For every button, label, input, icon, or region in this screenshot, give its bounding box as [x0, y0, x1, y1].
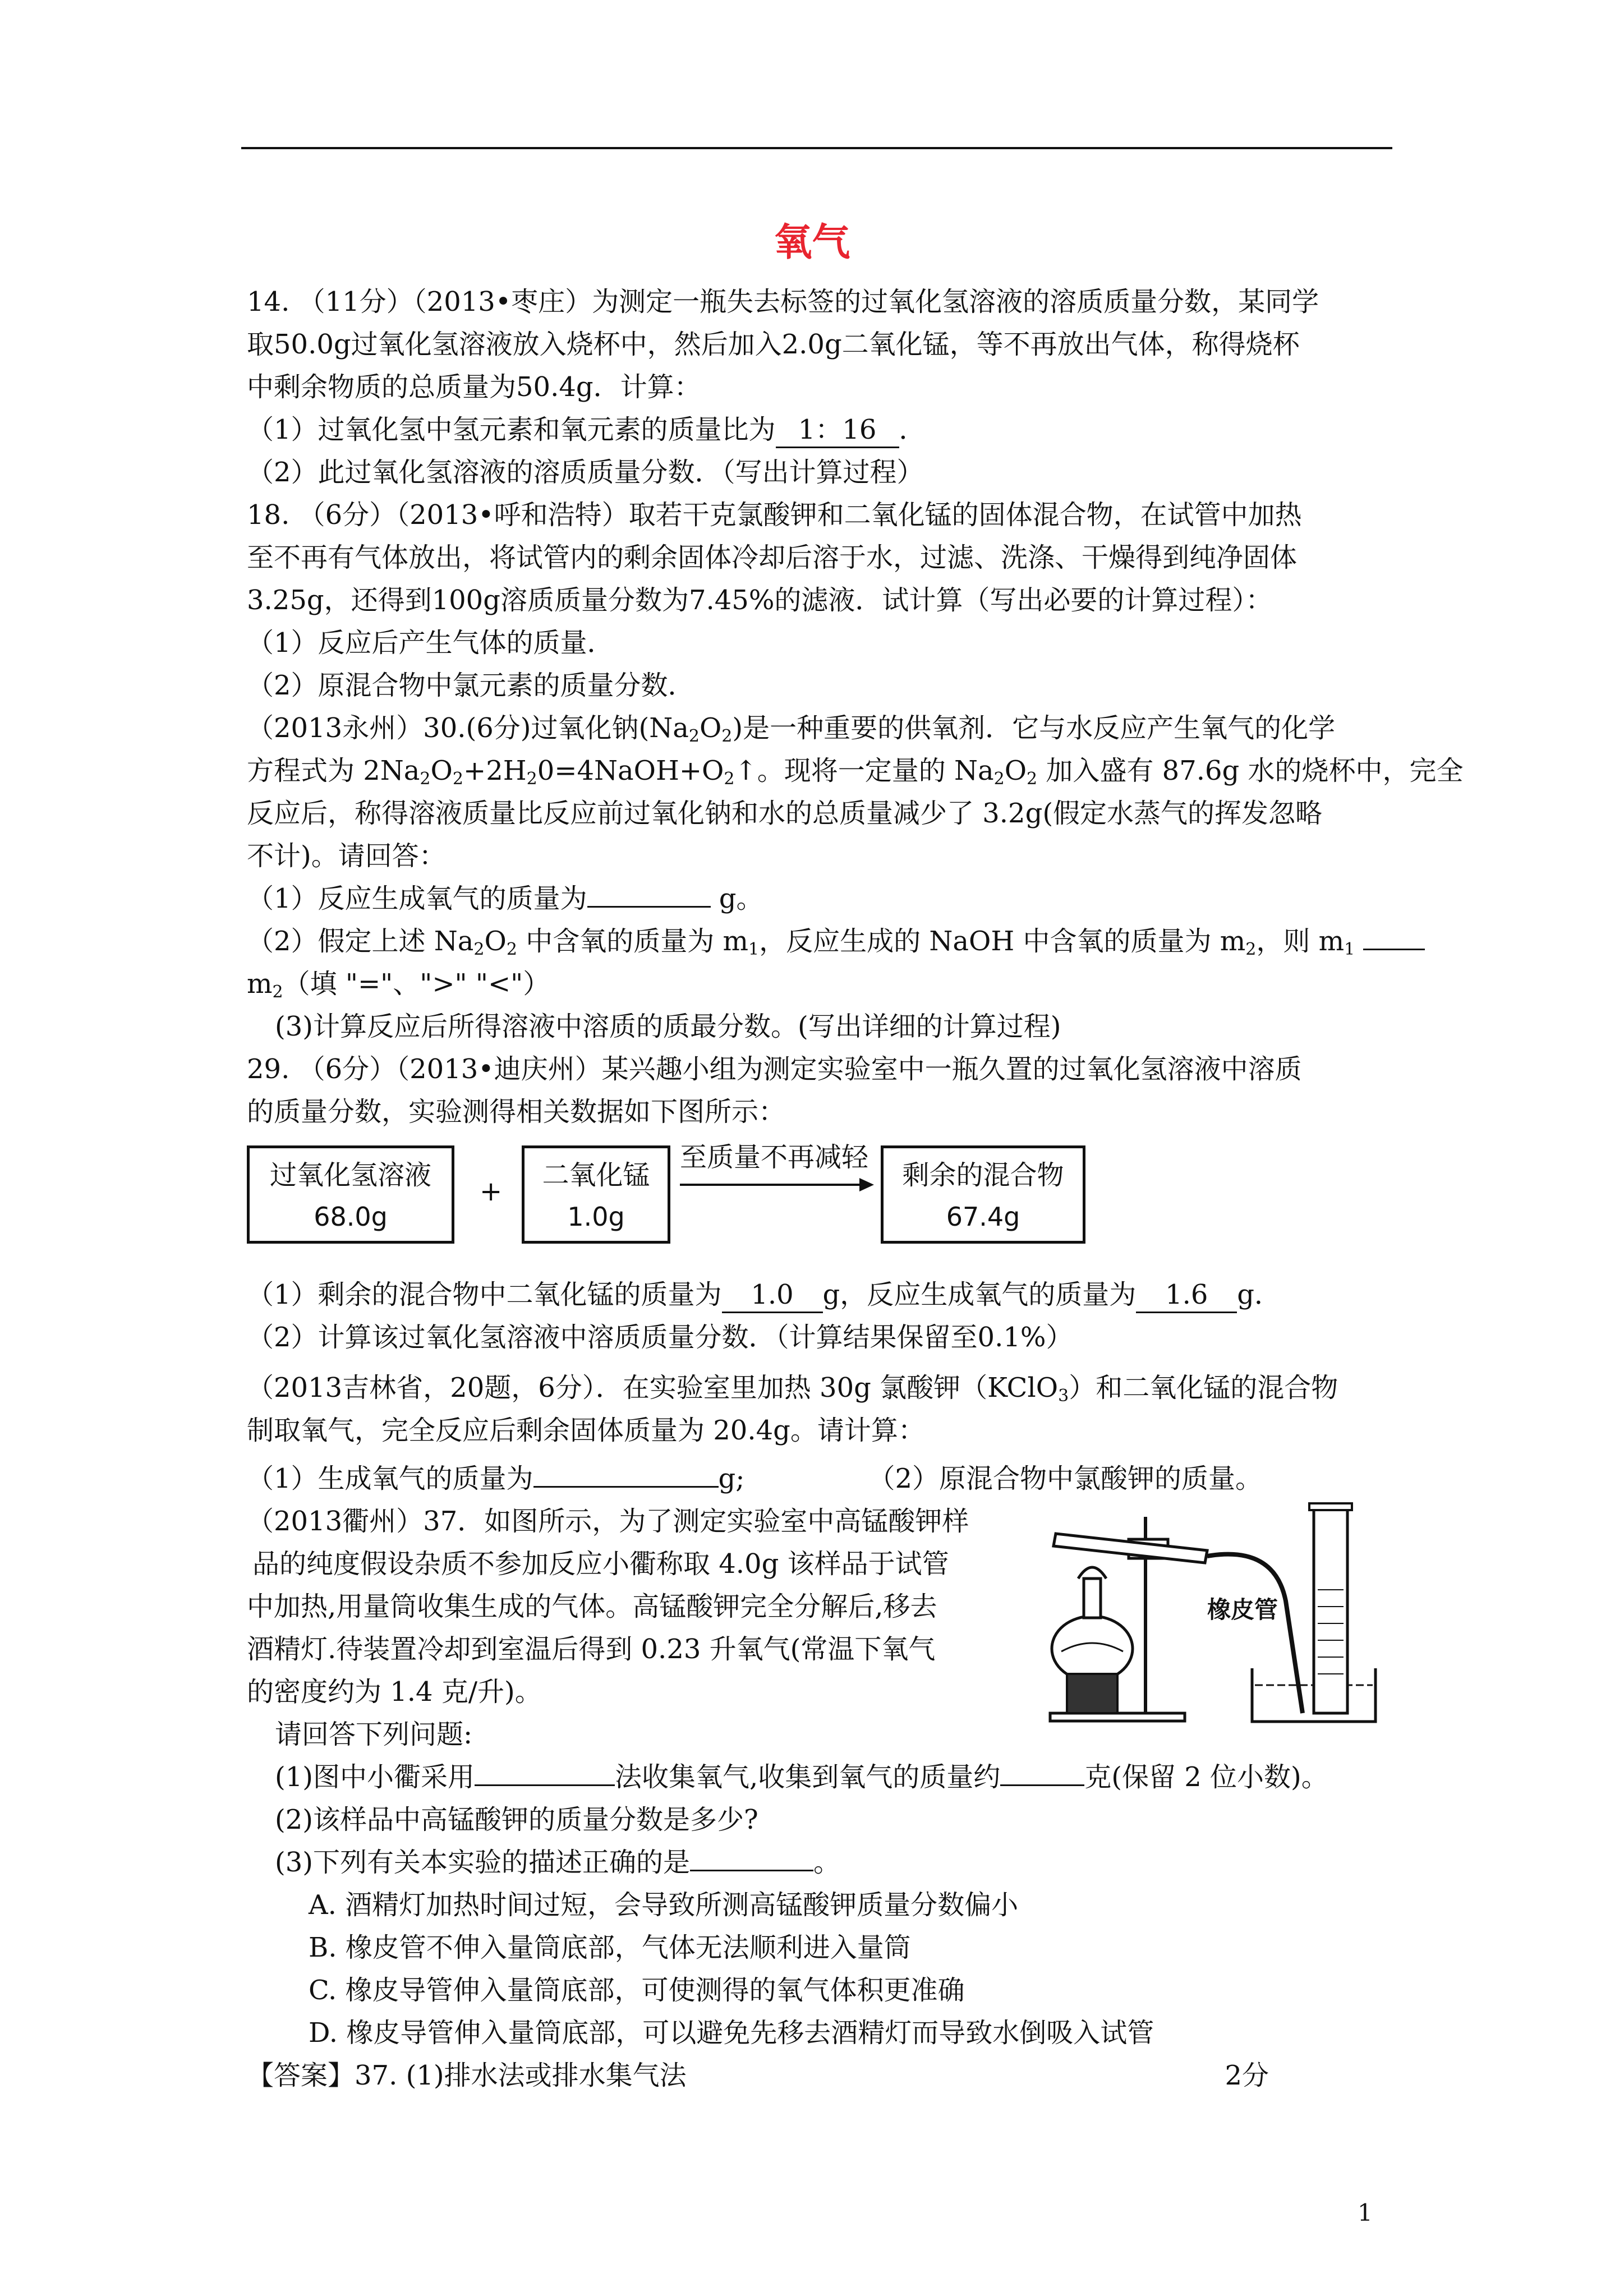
remaining-mixture-box: 剩余的混合物 67.4g: [881, 1145, 1085, 1244]
q37-line: 品的纯度假设杂质不参加反应小衢称取 4.0g 该样品于试管: [252, 1548, 949, 1580]
q20-line: （2013吉林省，20题，6分）．在实验室里加热 30g 氯酸钾（KClO$_3$）和二氧化锰的混合物: [247, 1372, 1338, 1406]
q14-line: 取50.0g过氧化氢溶液放入烧杯中，然后加入2.0g二氧化锰，等不再放出气体，称得烧杯: [247, 329, 1300, 360]
q37-line: （2013衢州）37．如图所示，为了测定实验室中高锰酸钾样: [247, 1506, 969, 1537]
q29-flow-diagram: [247, 1133, 1392, 1273]
q37-part1: (1)图中小衢采用 法收集氧气,收集到氧气的质量约 克(保留 2 位小数)。: [275, 1761, 1328, 1793]
q30-part2-cont: $m_2$（填 "="、">" "<"）: [247, 968, 550, 1002]
q30-blank-2: [1363, 949, 1425, 950]
q29-line: 的质量分数，实验测得相关数据如下图所示：: [247, 1096, 786, 1128]
q30-part2: （2）假定上述 $Na_2O_2$ 中含氧的质量为 $m_1$，反应生成的 NaOH 中含氧的质量为 $m_2$，则 $m_1$: [247, 920, 1392, 963]
document-body: [247, 280, 1464, 2097]
question-18: [247, 494, 1392, 707]
question-14: [247, 280, 1392, 494]
q30-equation-line: 方程式为 $2Na_2O_2+2H_20=4NaOH+O_2↑$。现将一定量的 $Na_2O_2$ 加入盛有 87.6g 水的烧杯中，完全: [247, 755, 1464, 789]
q20-line: 制取氧气，完全反应后剩余固体质量为 20.4g。请计算：: [247, 1415, 925, 1446]
q14-part2: （2）此过氧化氢溶液的溶质质量分数．（写出计算过程）: [247, 457, 924, 488]
q14-line: 中剩余物质的总质量为50.4g．计算：: [247, 371, 701, 403]
q18-line: 3.25g，还得到100g溶质质量分数为7.45%的滤液．试计算（写出必要的计算过程）：: [247, 585, 1273, 616]
rubber-tube-label: 橡皮管: [1207, 1596, 1278, 1623]
q29-answer-blank-2: 1.6: [1136, 1278, 1237, 1313]
q14-part1-end: ．: [899, 414, 926, 445]
q37-option-d: D. 橡皮导管伸入量筒底部，可以避免先移去酒精灯而导致水倒吸入试管: [309, 2017, 1154, 2049]
arrow-label: 至质量不再减轻: [680, 1142, 869, 1173]
q30-line: 反应后，称得溶液质量比反应前过氧化钠和水的总质量减少了 3.2g(假定水蒸气的挥发忽略: [247, 798, 1323, 829]
q37-line: 酒精灯.待装置冷却到室温后得到 0.23 升氧气(常温下氧气: [247, 1634, 936, 1665]
q37-line: 的密度约为 1.4 克/升)。: [247, 1676, 542, 1708]
q37-part3: (3)下列有关本实验的描述正确的是 。: [275, 1847, 841, 1878]
q37-line: 中加热,用量筒收集生成的气体。高锰酸钾完全分解后,移去: [247, 1591, 937, 1622]
gas-collection-apparatus-figure: [1039, 1500, 1381, 1736]
q30-blank-1: [587, 906, 711, 908]
q18-part1: （1）反应后产生气体的质量．: [247, 627, 614, 659]
q29-part2: （2）计算该过氧化氢溶液中溶质质量分数．（计算结果保留至0.1%）: [247, 1322, 1073, 1353]
q29-line: 29. （6分）（2013•迪庆州）某兴趣小组为测定实验室中一瓶久置的过氧化氢溶液中溶质: [247, 1053, 1302, 1085]
q20-parts: （1）生成氧气的质量为 g; （2）原混合物中氯酸钾的质量。: [247, 1463, 1262, 1494]
q37-blank-1: [475, 1784, 615, 1786]
answer-score: 2分: [1225, 2060, 1269, 2091]
q14-part1: [247, 408, 1392, 451]
plus-sign: +: [480, 1176, 503, 1207]
q20-blank: [533, 1486, 719, 1488]
hydrogen-peroxide-box: 过氧化氢溶液 68.0g: [247, 1145, 454, 1244]
q37-option-c: C. 橡皮导管伸入量筒底部，可使测得的氧气体积更准确: [309, 1975, 965, 2006]
q14-line: 14. （11分）（2013•枣庄）为测定一瓶失去标签的过氧化氢溶液的溶质质量分数，某同学: [247, 286, 1319, 318]
page-title: 氧气: [774, 220, 850, 265]
q37-blank-3: [690, 1870, 813, 1871]
page-number: 1: [1358, 2199, 1373, 2226]
q29-answer-blank-1: 1.0: [722, 1278, 823, 1313]
q30-line: 不计)。请回答：: [247, 840, 446, 872]
question-29: [247, 1048, 1392, 1359]
q37-part2: (2)该样品中高锰酸钾的质量分数是多少?: [275, 1804, 758, 1835]
q30-part1: （1）反应生成氧气的质量为 g。: [247, 883, 763, 914]
manganese-dioxide-box: 二氧化锰 1.0g: [522, 1145, 670, 1244]
reaction-arrow: [680, 1184, 871, 1186]
header-rule: [241, 147, 1392, 149]
q14-part1-text: （1）过氧化氢中氢元素和氧元素的质量比为: [247, 414, 776, 445]
question-quzhou-37: [247, 1500, 1392, 2097]
q18-part2: （2）原混合物中氯元素的质量分数．: [247, 670, 695, 701]
answer-text: 【答案】37. (1)排水法或排水集气法: [247, 2060, 687, 2091]
q37-blank-2: [1000, 1784, 1084, 1786]
q18-line: 18. （6分）（2013•呼和浩特）取若干克氯酸钾和二氧化锰的固体混合物，在试管中加热: [247, 499, 1302, 531]
q30-line: （2013永州）30.(6分)过氧化钠$(Na_2O_2)$是一种重要的供氧剂．它与水反应产生氧气的化学: [247, 712, 1336, 746]
q29-part1: （1）剩余的混合物中二氧化锰的质量为 1.0 g，反应生成氧气的质量为 1.6 g．: [247, 1273, 1392, 1316]
question-30: [247, 707, 1464, 1048]
q37-option-b: B. 橡皮管不伸入量筒底部，气体无法顺利进入量筒: [309, 1932, 911, 1963]
question-jilin-20: [247, 1366, 1392, 1500]
q37-answer: [247, 2054, 1392, 2097]
q14-answer-blank: 1：16: [776, 413, 899, 448]
q37-option-a: A. 酒精灯加热时间过短，会导致所测高锰酸钾质量分数偏小: [309, 1889, 1019, 1921]
q37-line: 请回答下列问题:: [275, 1719, 473, 1750]
q30-part3: (3)计算反应后所得溶液中溶质的质最分数。(写出详细的计算过程): [275, 1011, 1061, 1042]
q18-line: 至不再有气体放出，将试管内的剩余固体冷却后溶于水，过滤、洗涤、干燥得到纯净固体: [247, 542, 1298, 573]
